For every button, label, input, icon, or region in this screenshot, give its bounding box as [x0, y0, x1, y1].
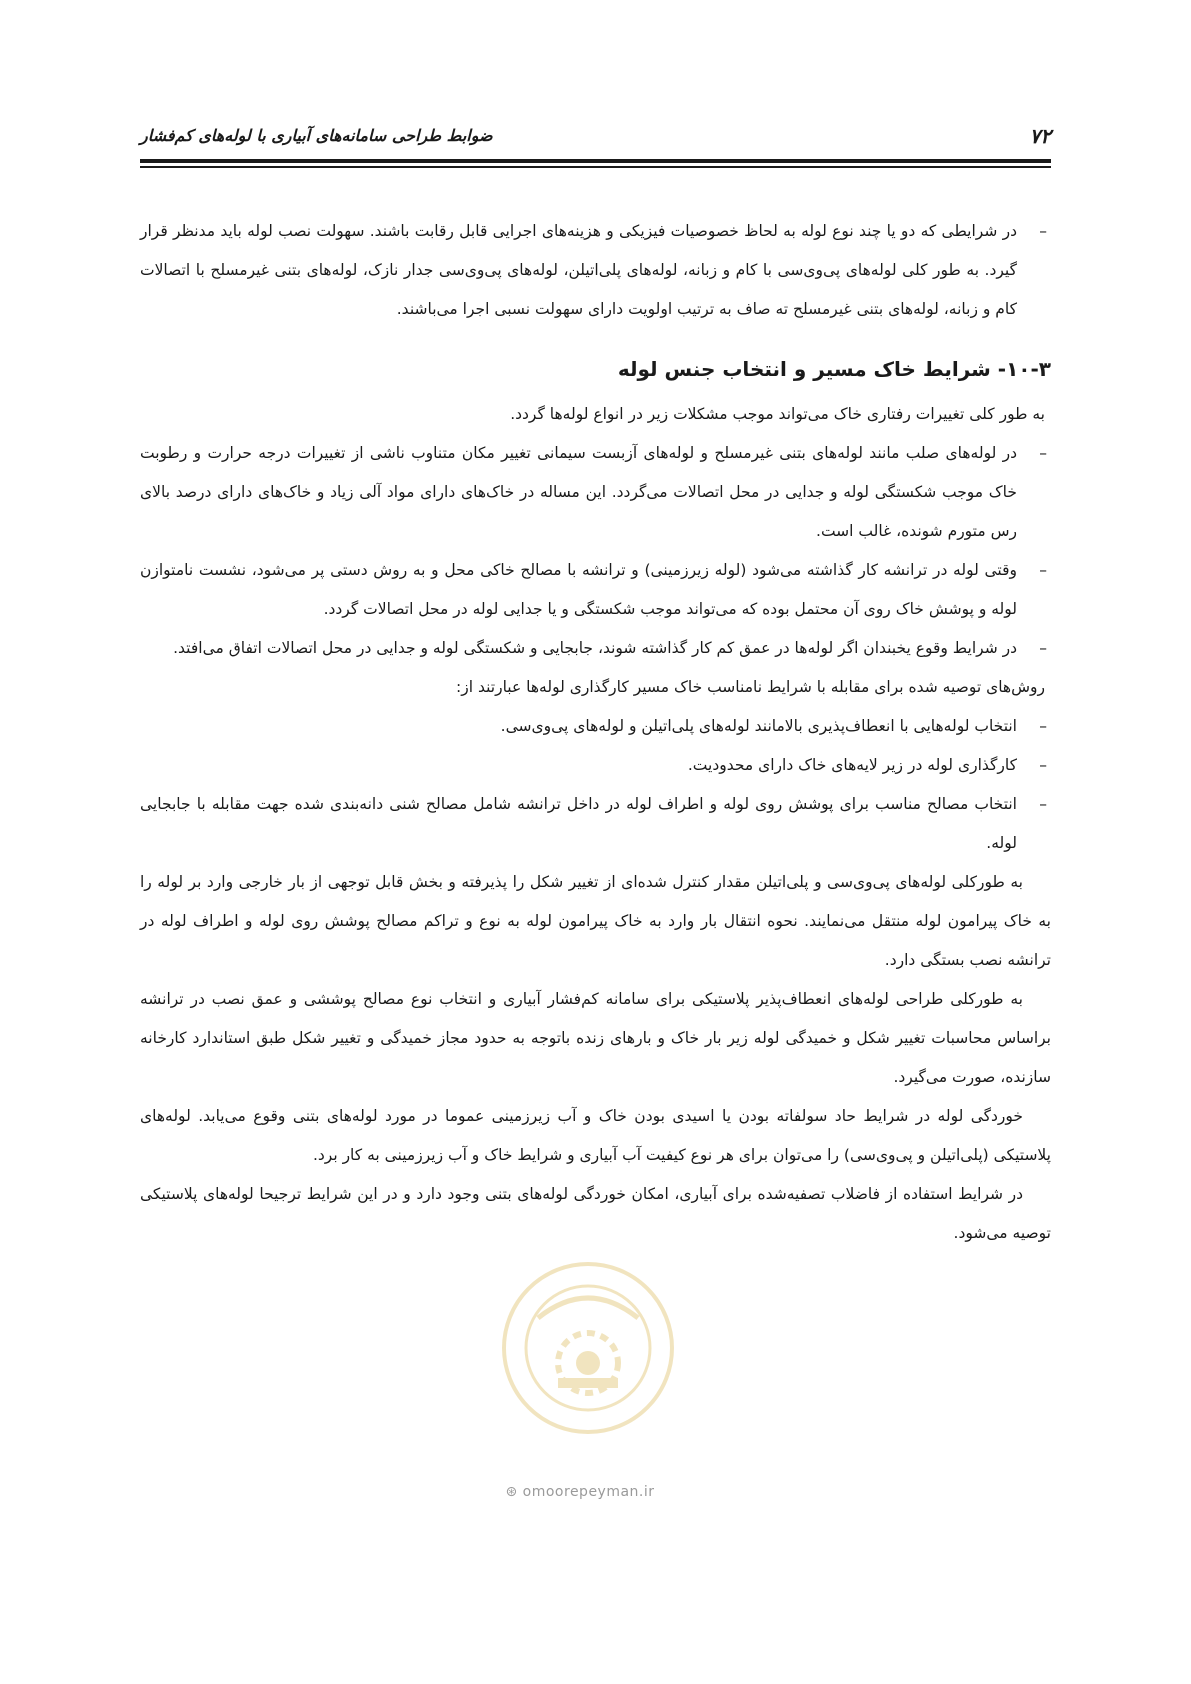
header-rule-thin	[140, 166, 1051, 168]
section-lead: به طور کلی تغییرات رفتاری خاک می‌تواند موجب مشکلات زیر در انواع لوله‌ها گردد.	[510, 405, 1045, 423]
seal-watermark-icon	[498, 1258, 678, 1438]
problem-bullet: – وقتی لوله در ترانشه کار گذاشته می‌شود (لوله زیرزمینی) و ترانشه با مصالح خاکی محل و به روش دستی پر می‌شود، نشست نامتوازن لوله و پوشش خاک روی آن محتمل بوده که می‌تواند موجب شکستگی و یا جدایی لوله در محل اتصالات گردد.	[140, 551, 1051, 629]
methods-lead: روش‌های توصیه شده برای مقابله با شرایط نامناسب خاک مسیر کارگذاری لوله‌ها عبارتند از:	[456, 678, 1045, 696]
body-paragraph: به طورکلی طراحی لوله‌های انعطاف‌پذیر پلاستیکی برای سامانه کم‌فشار آبیاری و انتخاب نوع مصالح پوششی و عمق نصب در ترانشه براساس محاسبات تغییر شکل و خمیدگی لوله زیر بار خاک و بارهای زنده باتوجه به حدود مجاز خمیدگی و تغییر شکل طبق استاندارد کارخانه سازنده، صورت می‌گیرد.	[140, 990, 1051, 1086]
page-content	[140, 212, 1051, 1253]
body-paragraph: به طورکلی لوله‌های پی‌وی‌سی و پلی‌اتیلن مقدار کنترل شده‌ای از تغییر شکل را پذیرفته و بخش قابل توجهی از بار خارجی وارد بر لوله را به خاک پیرامون لوله منتقل می‌نمایند. نحوه انتقال بار وارد به خاک پیرامون لوله به نوع و تراکم مصالح پوشش روی لوله و اطراف لوله در ترانشه نصب بستگی دارد.	[140, 873, 1051, 969]
page-header	[140, 118, 1051, 158]
running-title: ضوابط طراحی سامانه‌های آبیاری با لوله‌های کم‌فشار	[140, 126, 493, 145]
body-paragraph: در شرایط استفاده از فاضلاب تصفیه‌شده برای آبیاری، امکان خوردگی لوله‌های بتنی وجود دارد و در این شرایط ترجیحا لوله‌های پلاستیکی توصیه می‌شود.	[140, 1185, 1051, 1242]
problem-bullet: – در شرایط وقوع یخبندان اگر لوله‌ها در عمق کم کار گذاشته شوند، جابجایی و شکستگی لوله و جدایی در محل اتصالات اتفاق می‌افتد.	[140, 629, 1051, 668]
method-bullet: – انتخاب مصالح مناسب برای پوشش روی لوله و اطراف لوله در داخل ترانشه شامل مصالح شنی دانه‌بندی شده جهت مقابله با جابجایی لوله.	[140, 785, 1051, 863]
page-number: ۷۲	[1029, 124, 1051, 148]
method-bullet: – کارگذاری لوله در زیر لایه‌های خاک دارای محدودیت.	[140, 746, 1051, 785]
header-rule-thick	[140, 159, 1051, 163]
intro-bullet: – در شرایطی که دو یا چند نوع لوله به لحاظ خصوصیات فیزیکی و هزینه‌های اجرایی قابل رقابت باشند. سهولت نصب لوله باید مدنظر قرار گیرد. به طور کلی لوله‌های پی‌وی‌سی با کام و زبانه، لوله‌های پلی‌اتیلن، لوله‌های پی‌وی‌سی جدار نازک، لوله‌های بتنی غیرمسلح با اتصالات کام و زبانه، لوله‌های بتنی غیرمسلح ته صاف به ترتیب اولویت دارای سهولت نسبی اجرا می‌باشند.	[140, 212, 1051, 329]
body-paragraph: خوردگی لوله در شرایط حاد سولفاته بودن یا اسیدی بودن خاک و آب زیرزمینی عموما در مورد لوله‌های بتنی وقوع می‌یابد. لوله‌های پلاستیکی (پلی‌اتیلن و پی‌وی‌سی) را می‌توان برای هر نوع کیفیت آب آبیاری و شرایط خاک و آب زیرزمینی به کار برد.	[140, 1107, 1051, 1164]
watermark-url-text: omoorepeyman.ir	[522, 1484, 655, 1500]
problem-bullet: – در لوله‌های صلب مانند لوله‌های بتنی غیرمسلح و لوله‌های آزبست سیمانی تغییر مکان متناوب ناشی از تغییرات درجه حرارت و رطوبت خاک موجب شکستگی لوله و جدایی در محل اتصالات می‌گردد. این مساله در خاک‌های دارای مواد آلی زیاد و خاک‌های دارای درصد بالای رس متورم شونده، غالب است.	[140, 434, 1051, 551]
method-bullet: – انتخاب لوله‌هایی با انعطاف‌پذیری بالامانند لوله‌های پلی‌اتیلن و لوله‌های پی‌وی‌سی.	[140, 707, 1051, 746]
watermark-url	[480, 1484, 680, 1500]
section-heading: ۱۰-۳- شرایط خاک مسیر و انتخاب جنس لوله	[617, 357, 1051, 381]
globe-icon: ⊛	[505, 1484, 518, 1500]
